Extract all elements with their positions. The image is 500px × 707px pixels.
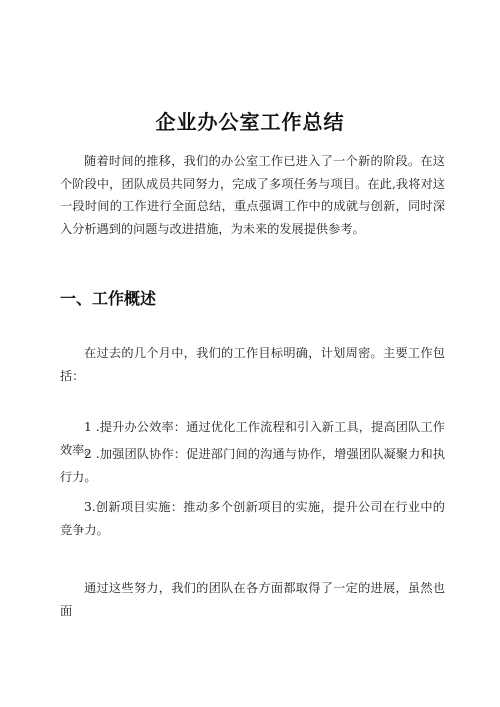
section-heading-work-overview: 一、工作概述	[60, 289, 157, 308]
conclusion-paragraph: 通过这些努力，我们的团队在各方面都取得了一定的进展，虽然也面	[60, 581, 445, 618]
list-item: 1 .提升办公效率：通过优化工作流程和引入新工具，提高团队工作效率。	[60, 420, 445, 457]
page-title: 企业办公室工作总结	[155, 110, 345, 135]
list-item: 2 .加强团队协作：促进部门间的沟通与协作，增强团队凝聚力和执行力。	[60, 447, 445, 484]
intro-paragraph: 随着时间的推移，我们的办公室工作已进入了一个新的阶段。在这个阶段中，团队成员共同努力，完成了多项任务与项目。在此,我将对这一段时间的工作进行全面总结，重点强调工作中的成就与创新，同时深入分析遇到的问题与改进措施，为未来的发展提供参考。	[60, 154, 445, 236]
overview-paragraph: 在过去的几个月中，我们的工作目标明确，计划周密。主要工作包括：	[60, 346, 445, 383]
list-item: 3.创新项目实施：推动多个创新项目的实施，提升公司在行业中的竞争力。	[60, 500, 445, 537]
